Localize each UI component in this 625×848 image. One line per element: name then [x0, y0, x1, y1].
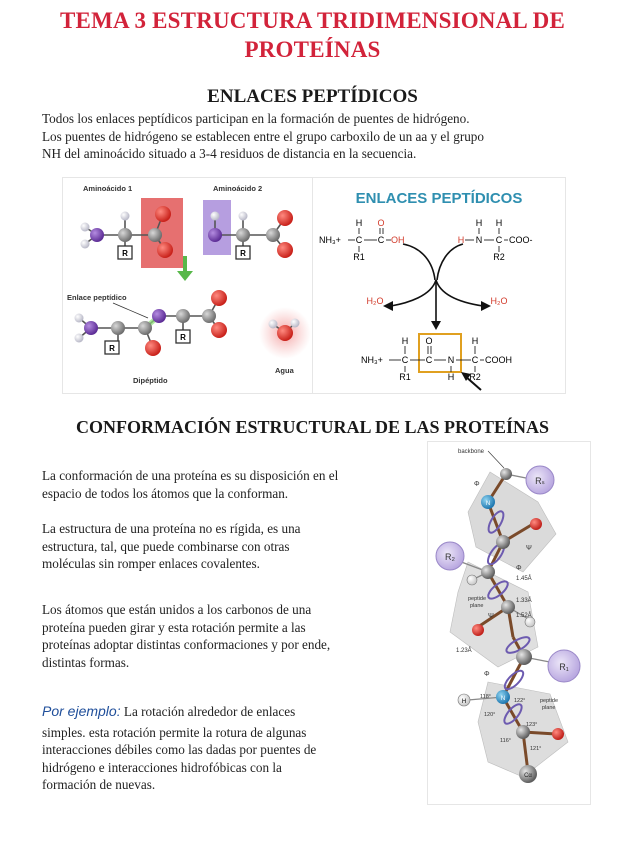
conformation-paragraph-2 — [42, 520, 412, 573]
section-heading-peptide-bonds: ENLACES PEPTÍDICOS — [207, 86, 418, 107]
atom-h — [291, 319, 300, 328]
coo-label: COO- — [509, 235, 533, 245]
atom-o — [277, 210, 293, 226]
atom-h: H — [457, 235, 465, 245]
atom-c — [500, 468, 512, 480]
water-oxygen-atom — [277, 325, 293, 341]
atom-o — [155, 206, 171, 222]
r-2-label: R₂ — [445, 552, 455, 562]
atom-n — [90, 228, 104, 242]
atom-c — [501, 600, 515, 614]
angle-label: 116° — [500, 738, 511, 744]
text-line: interacciones débiles como las dadas por puentes de — [42, 742, 317, 757]
text-line: simples. esta rotación permite la rotura de algunas — [42, 724, 307, 740]
atom-h — [121, 212, 130, 221]
atom-o — [145, 340, 161, 356]
r-label: R — [122, 249, 128, 258]
label-dipeptide: Dipéptido — [133, 376, 168, 385]
atom-c: C — [377, 235, 385, 245]
distance-label: 1.33Å — [516, 598, 532, 604]
text-line: formación de nuevas. — [42, 777, 156, 792]
page-title-line2: PROTEÍNAS — [244, 37, 381, 62]
psi-label: Ψ — [526, 545, 532, 552]
label-peptide-bond: Enlace peptídico — [67, 293, 127, 302]
r1-label: R1 — [353, 252, 365, 262]
phi-label: Φ — [484, 671, 490, 678]
atom-h: H — [401, 336, 409, 346]
nh3-label: NH₃+ — [319, 235, 341, 245]
oh-label: OH — [391, 235, 405, 245]
atom-c-alpha — [516, 649, 532, 665]
atom-c — [202, 309, 216, 323]
angle-label: 118° — [480, 694, 491, 700]
section-heading-conformation: CONFORMACIÓN ESTRUCTURAL DE LAS PROTEÍNAS — [75, 417, 550, 437]
text-line: Los átomos que están unidos a los carbonos de una — [42, 602, 312, 617]
atom-c — [176, 309, 190, 323]
atom-o — [472, 624, 484, 636]
psi-label: Ψ — [488, 613, 494, 620]
example-label: Por ejemplo: — [42, 703, 121, 719]
arrow-head-icon — [431, 321, 441, 330]
angle-label: 121° — [530, 746, 542, 752]
angle-label: 120° — [484, 712, 496, 718]
cooh-label: COOH — [485, 355, 512, 365]
text-line: Todos los enlaces peptídicos participan en la formación de puentes de hidrógeno. — [42, 111, 470, 126]
peptide-scheme-svg — [313, 178, 565, 393]
text-line: estructura, tal, que puede combinarse con otras — [42, 538, 290, 554]
text-line: moléculas sin romper enlaces covalentes. — [42, 556, 260, 571]
peptide-paragraph — [42, 110, 602, 163]
atom-h — [211, 212, 220, 221]
phi-label: Φ — [516, 565, 522, 572]
text-line: proteínas adoptar distintas conformaciones y por ende, — [42, 637, 331, 652]
text-line: La conformación de una proteína es su disposición en el — [42, 468, 339, 483]
pointer-line — [113, 303, 148, 318]
angle-label: 122° — [514, 698, 526, 704]
conformation-paragraph-1 — [42, 467, 412, 502]
atom-n: N — [475, 235, 483, 245]
atom-o — [211, 322, 227, 338]
distance-label: 1.23Å — [456, 648, 472, 654]
backbone-rotation-figure — [427, 441, 591, 805]
atom-h-label: H — [461, 699, 467, 705]
atom-c: C — [471, 355, 479, 365]
text-line: espacio de todos los átomos que la conforman. — [42, 485, 289, 501]
bonds-top — [85, 214, 285, 252]
scheme-title: ENLACES PEPTÍDICOS — [355, 190, 523, 207]
atom-c — [496, 535, 510, 549]
r1-label: R1 — [399, 372, 411, 382]
atom-n-label: N — [485, 501, 491, 507]
atom-o — [211, 290, 227, 306]
atom-n — [152, 309, 166, 323]
h2o-right: H₂O — [490, 296, 508, 306]
conformation-paragraph-3 — [42, 601, 412, 671]
nh3-label: NH₃+ — [361, 355, 383, 365]
arrow-shaft — [183, 256, 187, 272]
label-aminoacid-1: Aminoácido 1 — [83, 184, 133, 193]
text-line — [42, 703, 412, 721]
atom-c: C — [495, 235, 503, 245]
atom-h — [75, 314, 84, 323]
distance-label: 1.45Å — [516, 576, 532, 582]
atom-c — [266, 228, 280, 242]
label-water: Agua — [275, 366, 294, 375]
backbone-pointer — [488, 451, 504, 468]
atom-h — [239, 212, 248, 221]
peptide-scheme-figure — [312, 177, 566, 394]
scheme-bonds-1 — [348, 228, 391, 252]
atom-c — [481, 565, 495, 579]
atom-ca-label: Cα — [524, 773, 532, 779]
plane-label: peptide — [540, 698, 559, 704]
atom-h: H — [447, 372, 455, 382]
phi-label: Φ — [474, 481, 480, 488]
r-1-label: R₁ — [559, 662, 569, 672]
atom-h: H — [495, 218, 503, 228]
atom-c — [236, 228, 250, 242]
text-line: proteína pueden girar y esta rotación permite a las — [42, 619, 306, 635]
text-line: hidrógeno e interacciones hidrofóbicas con la — [42, 759, 282, 775]
atom-h — [81, 240, 90, 249]
atom-h — [269, 320, 278, 329]
example-text: La rotación alrededor de enlaces — [123, 704, 296, 719]
text-line: distintas formas. — [42, 654, 130, 670]
page-title-line1: TEMA 3 ESTRUCTURA TRIDIMENSIONAL DE — [59, 8, 565, 33]
peptide-formation-figure — [62, 177, 314, 394]
atom-o — [530, 518, 542, 530]
label-aminoacid-2: Aminoácido 2 — [213, 184, 263, 193]
r-label: R — [109, 344, 115, 353]
plane-label: plane — [470, 603, 484, 609]
r-label: R — [180, 333, 186, 342]
atom-o: O — [425, 336, 433, 346]
atom-c — [148, 228, 162, 242]
plane-label: plane — [542, 705, 556, 711]
conformation-paragraph-4 — [42, 703, 412, 794]
peptide-formation-svg — [63, 178, 313, 393]
atom-c: C — [355, 235, 363, 245]
r-s-label: Rₛ — [535, 476, 545, 486]
arrow-head-icon — [383, 301, 393, 311]
atom-c — [111, 321, 125, 335]
atom-o: O — [377, 218, 385, 228]
green-arrow-icon — [177, 271, 193, 281]
distance-label: 1.52Å — [516, 613, 532, 619]
text-line: La estructura de una proteína no es rígida, es una — [42, 521, 301, 536]
atom-n — [208, 228, 222, 242]
angle-label: 123° — [526, 722, 538, 728]
atom-c — [138, 321, 152, 335]
atom-c: C — [425, 355, 433, 365]
atom-c — [118, 228, 132, 242]
atom-n: N — [447, 355, 455, 365]
text-line: NH del aminoácido situado a 3-4 residuos de distancia en la secuencia. — [42, 146, 417, 161]
atom-h: H — [471, 336, 479, 346]
atom-h: H — [355, 218, 363, 228]
atom-n — [84, 321, 98, 335]
arrow-head-icon — [481, 301, 491, 311]
atom-o — [277, 242, 293, 258]
atom-h — [467, 575, 477, 585]
reaction-arrows — [391, 244, 483, 323]
highlight-nh-box — [203, 200, 231, 255]
atom-h: H — [475, 218, 483, 228]
backbone-label: backbone — [458, 449, 485, 455]
plane-label: peptide — [468, 596, 487, 602]
atom-o — [552, 728, 564, 740]
r2-label: R2 — [469, 372, 481, 382]
atom-h — [75, 334, 84, 343]
page-title — [0, 6, 625, 64]
atom-n-label: N — [500, 696, 506, 702]
h2o-left: H₂O — [366, 296, 384, 306]
atom-o — [157, 242, 173, 258]
r-label: R — [240, 249, 246, 258]
r2-label: R2 — [493, 252, 505, 262]
atom-h — [81, 223, 90, 232]
backbone-svg — [428, 442, 590, 804]
atom-c: C — [401, 355, 409, 365]
text-line: Los puentes de hidrógeno se establecen entre el grupo carboxilo de un aa y el grupo — [42, 128, 484, 144]
